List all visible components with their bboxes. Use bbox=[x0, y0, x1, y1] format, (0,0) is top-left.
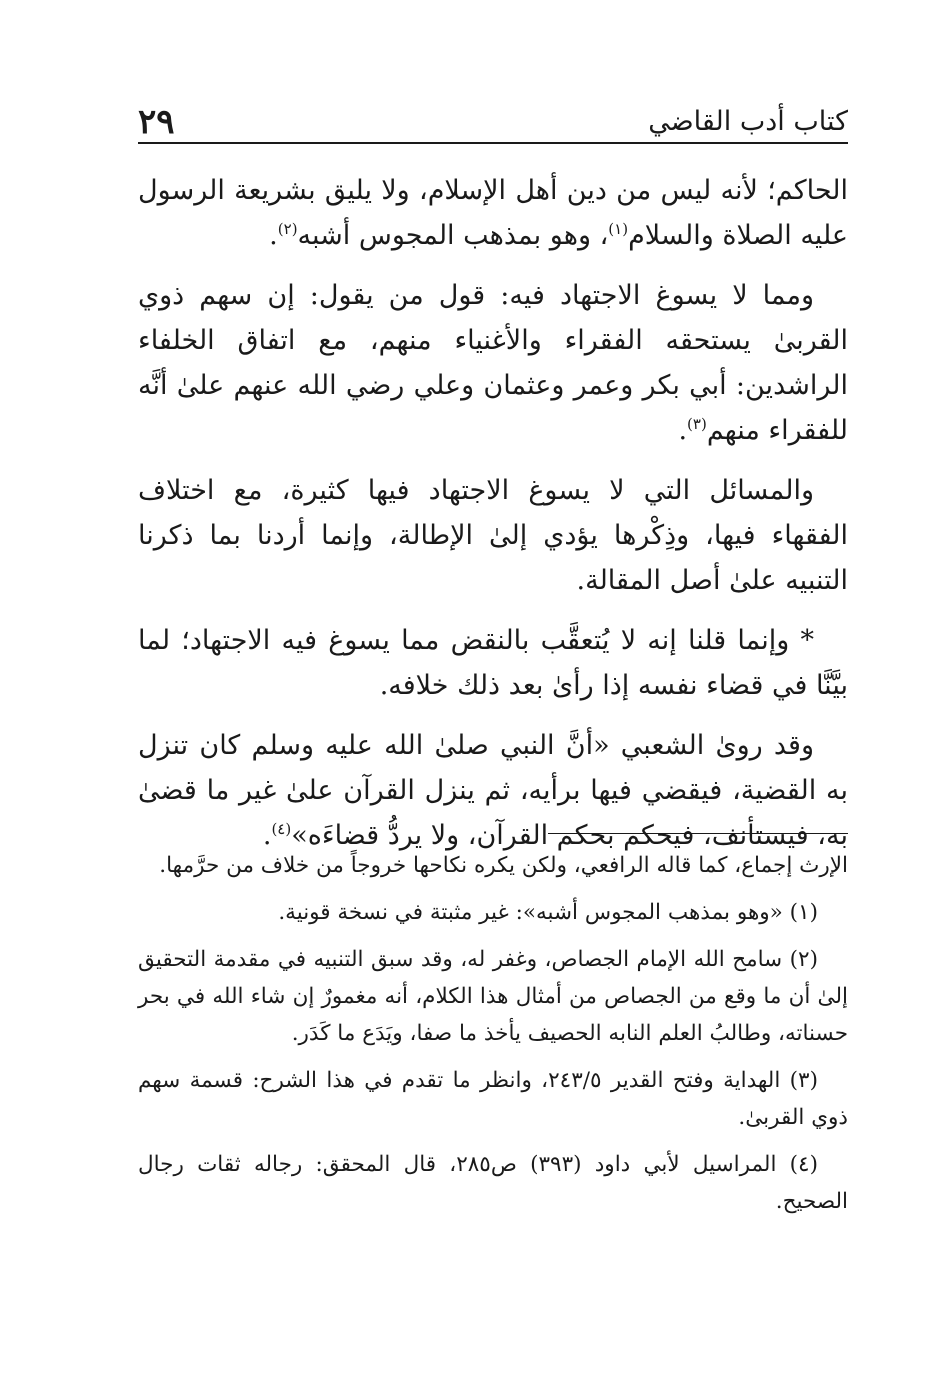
footnote-3: (٣) الهداية وفتح القدير ٢٤٣/٥، وانظر ما تقدم في هذا الشرح: قسمة سهم ذوي القربىٰ. bbox=[138, 1068, 848, 1130]
paragraph-1-text-b: ، وهو بمذهب المجوس أشبه bbox=[297, 220, 609, 251]
paragraph-2 bbox=[138, 273, 848, 453]
running-title: كتاب أدب القاضي bbox=[648, 106, 848, 137]
paragraph-1 bbox=[138, 168, 848, 258]
footnote-divider bbox=[548, 833, 848, 834]
paragraph-1-text-c: . bbox=[269, 220, 278, 251]
paragraph-5 bbox=[138, 723, 848, 858]
footnotes bbox=[138, 847, 848, 1230]
paragraph-2-text-a: ومما لا يسوغ الاجتهاد فيه: قول من يقول: إن سهم ذوي القربىٰ يستحقه الفقراء والأغنياء منهم، مع اتفاق الخلفاء الراشدين: أبي بكر وعمر وعثمان وعلي رضي الله عنهم علىٰ أنَّه للفقراء منهم bbox=[138, 280, 848, 446]
paragraph-5-text-b: . bbox=[262, 820, 272, 851]
footnote-2: (٢) سامح الله الإمام الجصاص، وغفر له، وقد سبق التنبيه في مقدمة التحقيق إلىٰ أن ما وقع من الجصاص من أمثال هذا الكلام، أنه مغمورٌ إن شاء الله في بحر حسناته، وطالبُ العلم النابه الحصيف يأخذ ما صفا، ويَدَع ما كَدَر. bbox=[138, 947, 848, 1046]
footnote-carryover: الإرث إجماع، كما قاله الرافعي، ولكن يكره نكاحها خروجاً من خلاف من حرَّمها. bbox=[159, 853, 848, 878]
paragraph-1-text-a: الحاكم؛ لأنه ليس من دين أهل الإسلام، ولا يليق بشريعة الرسول عليه الصلاة والسلام bbox=[138, 175, 848, 251]
main-text bbox=[138, 168, 848, 873]
footnote-ref-2: (٢) bbox=[277, 220, 298, 238]
page-header bbox=[138, 100, 848, 144]
paragraph-3: والمسائل التي لا يسوغ الاجتهاد فيها كثيرة، مع اختلاف الفقهاء فيها، وذِكْرها يؤدي إلىٰ الإطالة، وإنما أردنا بما ذكرنا التنبيه علىٰ أصل المقالة. bbox=[138, 475, 848, 596]
page-number: ٢٩ bbox=[138, 102, 175, 142]
paragraph-5-text-a: وقد روىٰ الشعبي «أنَّ النبي صلىٰ الله عليه وسلم كان تنزل به القضية، فيقضي فيها برأيه، ثم ينزل القرآن علىٰ غير ما قضىٰ به، فيستأنف، فيحكم بحكم القرآن، ولا يردُّ قضاءَه» bbox=[138, 730, 848, 851]
footnote-ref-3: (٣) bbox=[687, 415, 707, 433]
footnote-4: (٤) المراسيل لأبي داود (٣٩٣) ص٢٨٥، قال المحقق: رجاله ثقات رجال الصحيح. bbox=[138, 1152, 848, 1214]
footnote-ref-1: (١) bbox=[608, 220, 629, 238]
footnote-ref-4: (٤) bbox=[271, 820, 292, 838]
footnote-1: (١) «وهو بمذهب المجوس أشبه»: غير مثبتة في نسخة قونية. bbox=[278, 900, 818, 925]
paragraph-4: * وإنما قلنا إنه لا يُتعقَّب بالنقض مما يسوغ فيه الاجتهاد؛ لما بيَّنَّا في قضاء نفسه إذا رأىٰ بعد ذلك خلافه. bbox=[138, 625, 848, 701]
paragraph-2-text-b: . bbox=[678, 415, 688, 446]
